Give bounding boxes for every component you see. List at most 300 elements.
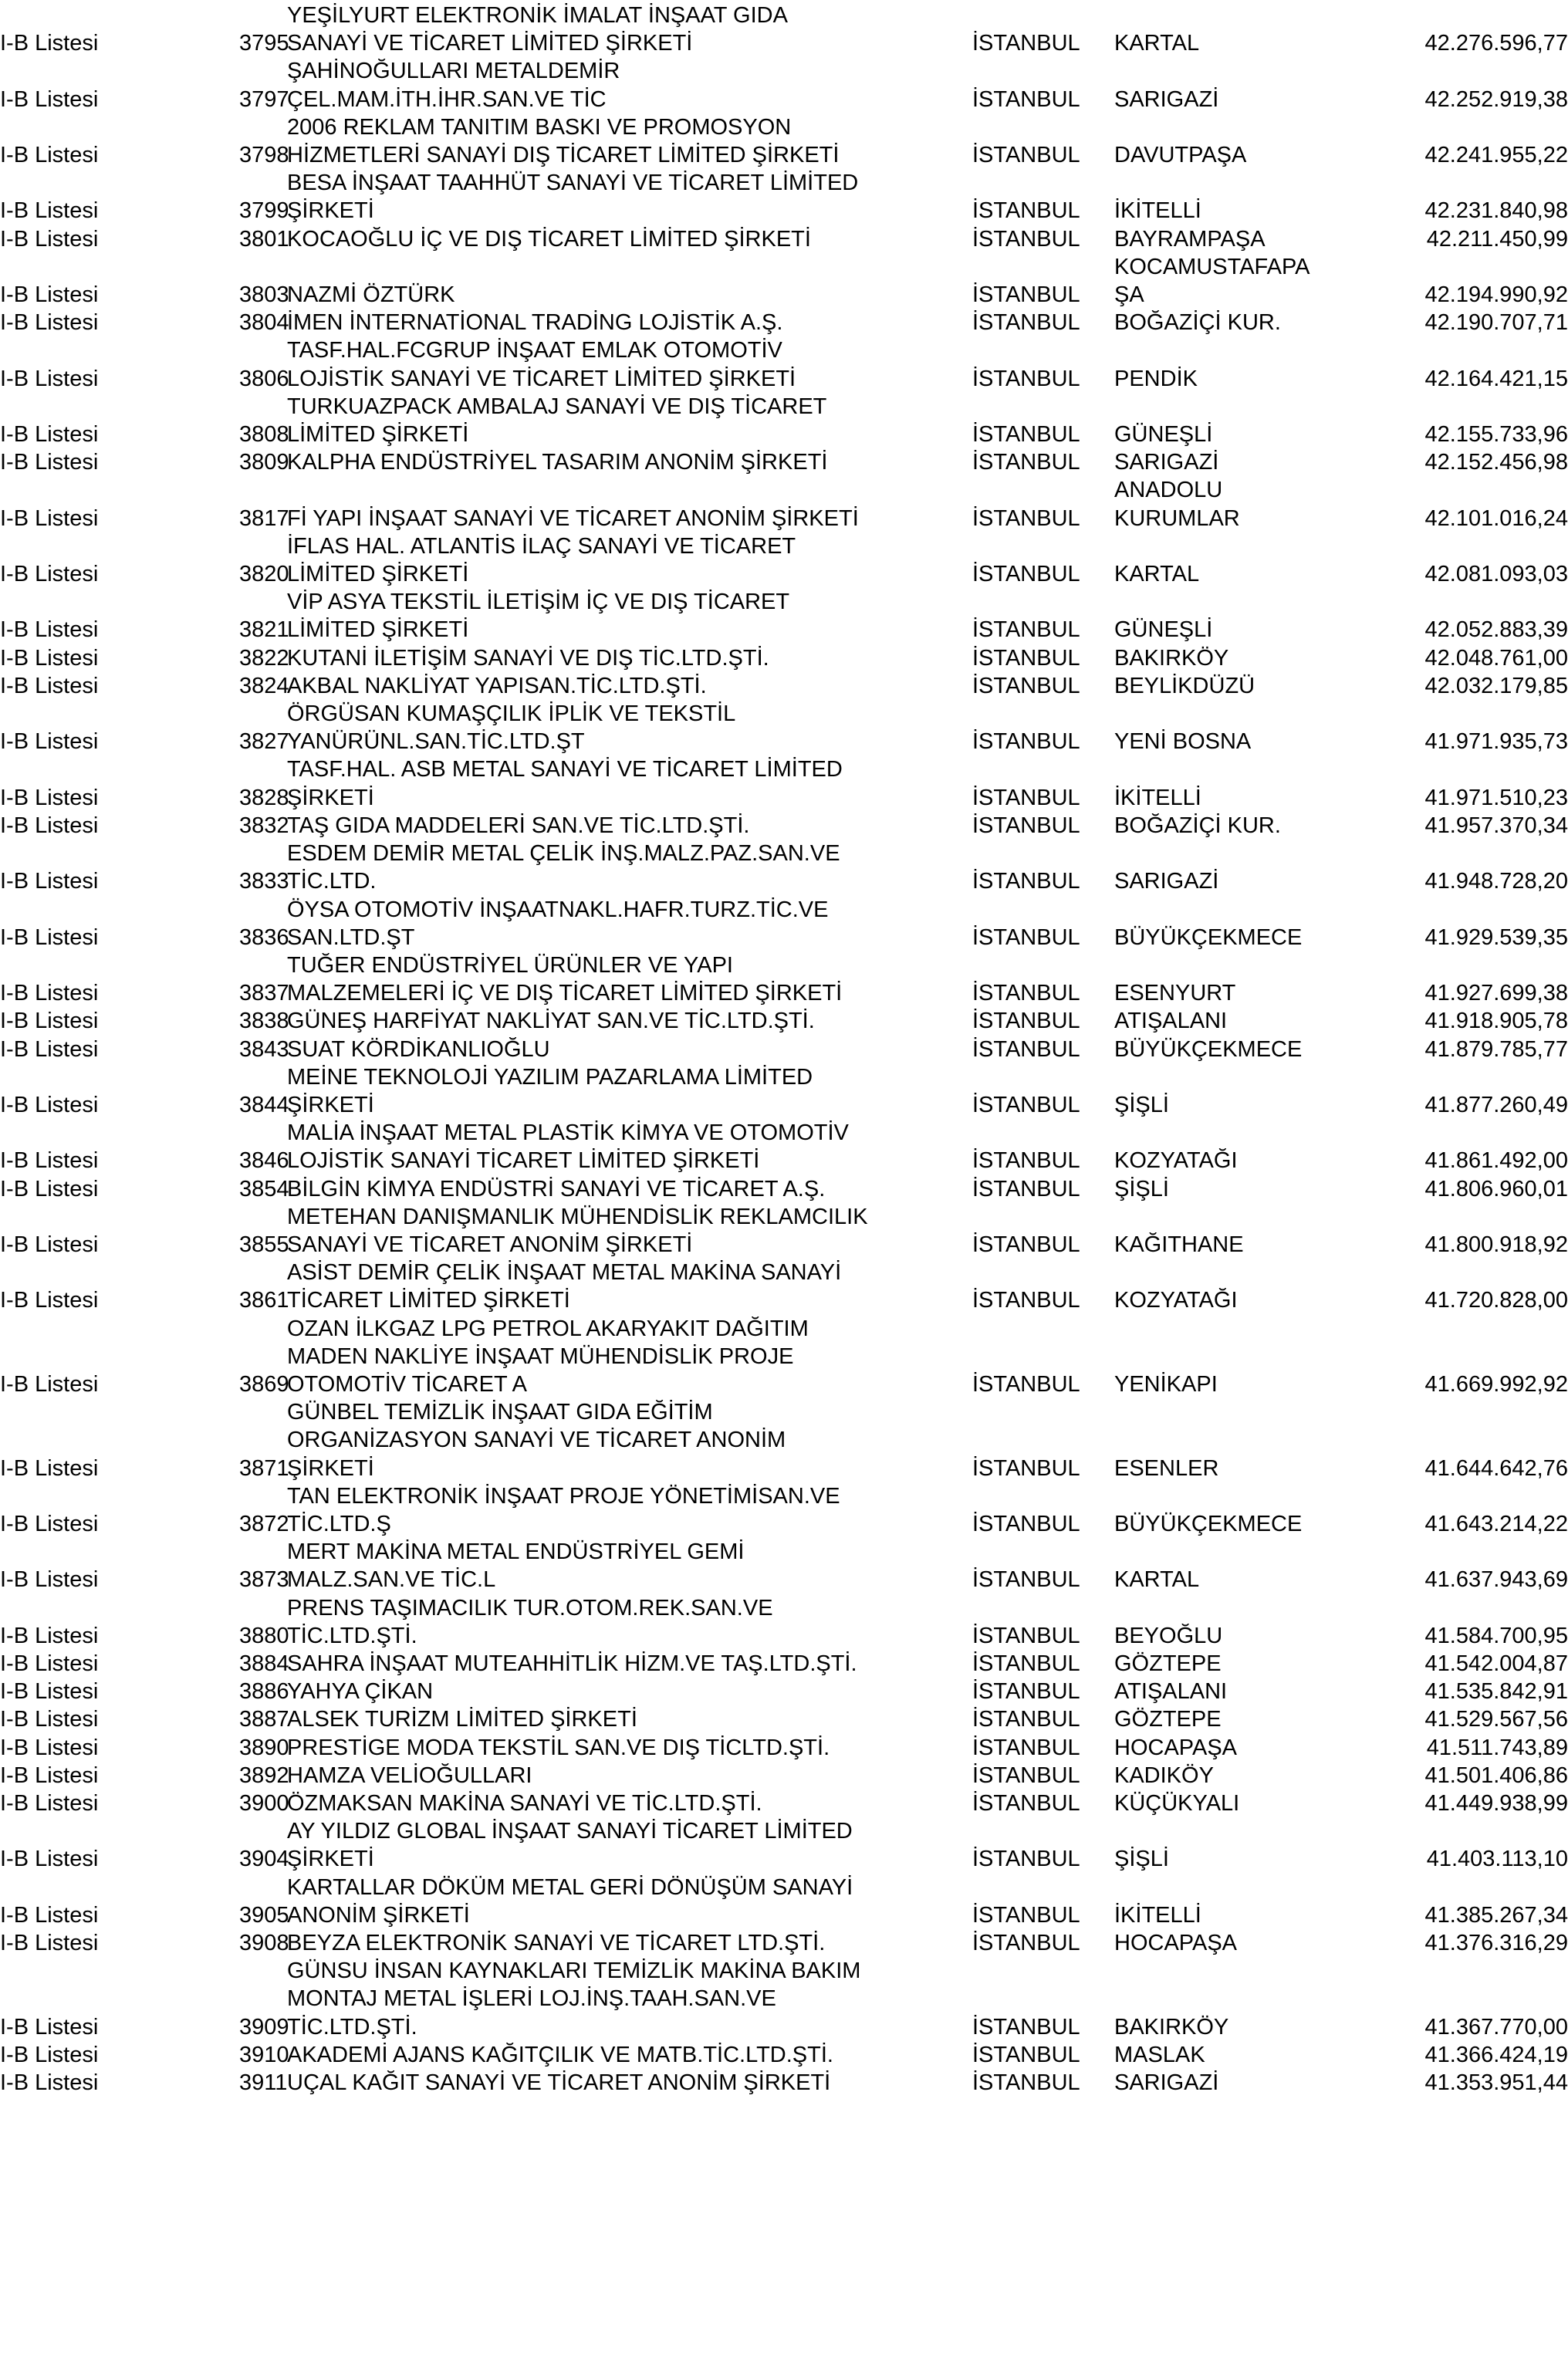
- amount-cell: 42.155.733,96: [1424, 422, 1568, 448]
- table-row: [0, 1538, 1568, 1594]
- company-name-cell: [287, 1538, 972, 1594]
- list-name-cell: I-B Listesi: [0, 31, 99, 56]
- city-cell: İSTANBUL: [972, 1232, 1080, 1257]
- company-name-cell: [287, 672, 972, 700]
- amount-cell: 41.927.699,38: [1424, 981, 1568, 1006]
- table-row: [0, 951, 1568, 1007]
- tax-office-cell: BEYLİKDÜZÜ: [1114, 673, 1255, 698]
- city-cell: İSTANBUL: [972, 505, 1080, 531]
- company-name-line: LOJİSTİK SANAYİ VE TİCARET LİMİTED ŞİRKETİ: [287, 366, 796, 391]
- list-name-cell: I-B Listesi: [0, 226, 99, 252]
- table-row: [0, 448, 1568, 476]
- sequence-number-cell: 3910: [239, 2042, 289, 2067]
- city-cell: İSTANBUL: [972, 1931, 1080, 1956]
- tax-office-cell: GÜNEŞLİ: [1114, 422, 1213, 448]
- amount-cell: 42.231.840,98: [1424, 198, 1568, 224]
- tax-office-cell: BAKIRKÖY: [1114, 2014, 1229, 2040]
- company-name-line: LİMİTED ŞİRKETİ: [287, 617, 469, 643]
- city-cell: İSTANBUL: [972, 1707, 1080, 1732]
- amount-cell: 41.720.828,00: [1424, 1288, 1568, 1313]
- company-name-line: BESA İNŞAAT TAAHHÜT SANAYİ VE TİCARET LİMİTED: [287, 171, 859, 196]
- sequence-number-cell: 3820: [239, 562, 289, 587]
- city-cell: İSTANBUL: [972, 2042, 1080, 2067]
- amount-cell: 41.637.943,69: [1424, 1567, 1568, 1593]
- list-name-cell: I-B Listesi: [0, 1623, 99, 1648]
- tax-debtors-table: [0, 2, 1568, 2097]
- list-name-cell: I-B Listesi: [0, 1036, 99, 1062]
- company-name-cell: [287, 755, 972, 811]
- company-name-line: HAMZA VELİOĞULLARI: [287, 1762, 532, 1788]
- table-row: [0, 476, 1568, 532]
- sequence-number-cell: 3887: [239, 1707, 289, 1732]
- table-row: [0, 840, 1568, 895]
- list-name-cell: I-B Listesi: [0, 2014, 99, 2040]
- city-cell: İSTANBUL: [972, 422, 1080, 448]
- company-name-line: YAHYA ÇİKAN: [287, 1679, 434, 1705]
- company-name-line: HİZMETLERİ SANAYİ DIŞ TİCARET LİMİTED ŞİRKETİ: [287, 143, 840, 168]
- company-name-line: ŞAHİNOĞULLARI METALDEMİR: [287, 59, 620, 84]
- tax-office-cell: ATIŞALANI: [1114, 1009, 1228, 1034]
- company-name-line: TUĞER ENDÜSTRİYEL ÜRÜNLER VE YAPI: [287, 952, 733, 978]
- city-cell: İSTANBUL: [972, 1455, 1080, 1481]
- list-name-cell: I-B Listesi: [0, 422, 99, 448]
- amount-cell: 41.861.492,00: [1424, 1148, 1568, 1174]
- table-row: [0, 309, 1568, 336]
- company-name-line: TURKUAZPACK AMBALAJ SANAYİ VE DIŞ TİCARET: [287, 394, 827, 419]
- company-name-line: MERT MAKİNA METAL ENDÜSTRİYEL GEMİ: [287, 1539, 745, 1565]
- table-row: [0, 1398, 1568, 1482]
- amount-cell: 42.081.093,03: [1424, 562, 1568, 587]
- tax-office-cell: BAYRAMPAŞA: [1114, 226, 1266, 252]
- company-name-line: TASF.HAL. ASB METAL SANAYİ VE TİCARET LİMİTED: [287, 757, 843, 782]
- sequence-number-cell: 3806: [239, 366, 289, 391]
- city-cell: İSTANBUL: [972, 1009, 1080, 1034]
- company-name-line: MEİNE TEKNOLOJİ YAZILIM PAZARLAMA LİMİTED: [287, 1064, 813, 1090]
- amount-cell: 42.252.919,38: [1424, 86, 1568, 112]
- tax-office-cell: BEYOĞLU: [1114, 1623, 1223, 1648]
- company-name-line: ANONİM ŞİRKETİ: [287, 1902, 470, 1928]
- city-cell: İSTANBUL: [972, 981, 1080, 1006]
- company-name-cell: [287, 336, 972, 392]
- tax-office-cell: SARIGAZİ: [1114, 2070, 1219, 2096]
- company-name-cell: [287, 700, 972, 755]
- company-name-cell: [287, 896, 972, 951]
- company-name-line: ŞİRKETİ: [287, 1092, 374, 1117]
- company-name-cell: [287, 225, 972, 253]
- tax-office-cell: SARIGAZİ: [1114, 869, 1219, 894]
- company-name-line: LİMİTED ŞİRKETİ: [287, 562, 469, 587]
- sequence-number-cell: 3873: [239, 1567, 289, 1593]
- tax-office-cell: ESENLER: [1114, 1455, 1219, 1481]
- amount-cell: 41.800.918,92: [1424, 1232, 1568, 1257]
- sequence-number-cell: 3821: [239, 617, 289, 643]
- table-row: [0, 1175, 1568, 1203]
- list-name-cell: I-B Listesi: [0, 198, 99, 224]
- table-row: [0, 1315, 1568, 1399]
- amount-cell: 41.529.567,56: [1424, 1707, 1568, 1732]
- sequence-number-cell: 3880: [239, 1623, 289, 1648]
- tax-office-line: KURUMLAR: [1114, 505, 1240, 531]
- sequence-number-cell: 3869: [239, 1371, 289, 1397]
- city-cell: İSTANBUL: [972, 226, 1080, 252]
- table-row: [0, 393, 1568, 448]
- company-name-cell: [287, 951, 972, 1007]
- sequence-number-cell: 3846: [239, 1148, 289, 1174]
- table-row: [0, 1705, 1568, 1733]
- sequence-number-cell: 3909: [239, 2014, 289, 2040]
- tax-office-cell: PENDİK: [1114, 366, 1198, 391]
- company-name-line: ESDEM DEMİR METAL ÇELİK İNŞ.MALZ.PAZ.SAN.VE: [287, 841, 840, 867]
- city-cell: İSTANBUL: [972, 1762, 1080, 1788]
- sequence-number-cell: 3798: [239, 143, 289, 168]
- table-row: [0, 1929, 1568, 1957]
- city-cell: İSTANBUL: [972, 1567, 1080, 1593]
- tax-office-cell: KOZYATAĞI: [1114, 1288, 1238, 1313]
- tax-office-cell: MASLAK: [1114, 2042, 1205, 2067]
- company-name-line: OTOMOTİV TİCARET A: [287, 1371, 527, 1397]
- company-name-cell: [287, 476, 972, 532]
- company-name-cell: [287, 532, 972, 588]
- company-name-cell: [287, 1762, 972, 1790]
- sequence-number-cell: 3824: [239, 673, 289, 698]
- sequence-number-cell: 3886: [239, 1679, 289, 1705]
- city-cell: İSTANBUL: [972, 1623, 1080, 1648]
- company-name-line: İMEN İNTERNATİONAL TRADİNG LOJİSTİK A.Ş.: [287, 310, 783, 336]
- amount-cell: 41.643.214,22: [1424, 1511, 1568, 1536]
- tax-office-cell: BOĞAZİÇİ KUR.: [1114, 813, 1281, 838]
- amount-cell: 42.032.179,85: [1424, 673, 1568, 698]
- table-row: [0, 2069, 1568, 2097]
- company-name-cell: [287, 1678, 972, 1705]
- table-row: [0, 169, 1568, 225]
- amount-cell: 41.669.992,92: [1424, 1371, 1568, 1397]
- tax-office-cell: KARTAL: [1114, 562, 1200, 587]
- table-row: [0, 588, 1568, 644]
- city-cell: İSTANBUL: [972, 1176, 1080, 1201]
- list-name-cell: I-B Listesi: [0, 1707, 99, 1732]
- sequence-number-cell: 3795: [239, 31, 289, 56]
- list-name-cell: I-B Listesi: [0, 2070, 99, 2096]
- tax-office-cell: YENİ BOSNA: [1114, 729, 1252, 755]
- sequence-number-cell: 3904: [239, 1847, 289, 1872]
- company-name-line: VİP ASYA TEKSTİL İLETİŞİM İÇ VE DIŞ TİCARET: [287, 590, 790, 615]
- list-name-cell: I-B Listesi: [0, 1232, 99, 1257]
- amount-cell: 42.048.761,00: [1424, 645, 1568, 671]
- amount-cell: 41.367.770,00: [1424, 2014, 1568, 2040]
- tax-office-cell: BAKIRKÖY: [1114, 645, 1229, 671]
- list-name-cell: I-B Listesi: [0, 1009, 99, 1034]
- company-name-cell: [287, 1259, 972, 1314]
- table-row: [0, 1594, 1568, 1650]
- company-name-line: KOCAOĞLU İÇ VE DIŞ TİCARET LİMİTED ŞİRKETİ: [287, 226, 811, 252]
- company-name-line: SANAYİ VE TİCARET ANONİM ŞİRKETİ: [287, 1232, 693, 1257]
- company-name-line: İFLAS HAL. ATLANTİS İLAÇ SANAYİ VE TİCARET: [287, 533, 796, 559]
- city-cell: İSTANBUL: [972, 86, 1080, 112]
- amount-cell: 42.241.955,22: [1424, 143, 1568, 168]
- sequence-number-cell: 3871: [239, 1455, 289, 1481]
- sequence-number-cell: 3804: [239, 310, 289, 336]
- table-row: [0, 672, 1568, 700]
- company-name-cell: [287, 1650, 972, 1678]
- table-row: [0, 1482, 1568, 1538]
- amount-cell: 41.403.113,10: [1426, 1847, 1568, 1872]
- company-name-line: ÖZMAKSAN MAKİNA SANAYİ VE TİC.LTD.ŞTİ.: [287, 1791, 762, 1816]
- company-name-line: TAN ELEKTRONİK İNŞAAT PROJE YÖNETİMİSAN.VE: [287, 1483, 840, 1509]
- tax-office-cell: KÜÇÜKYALI: [1114, 1791, 1240, 1816]
- list-name-cell: I-B Listesi: [0, 1791, 99, 1816]
- list-name-cell: I-B Listesi: [0, 617, 99, 643]
- amount-cell: 41.644.642,76: [1424, 1455, 1568, 1481]
- company-name-line: ŞİRKETİ: [287, 1455, 374, 1481]
- tax-office-cell: İKİTELLİ: [1114, 1902, 1201, 1928]
- city-cell: İSTANBUL: [972, 2014, 1080, 2040]
- city-cell: İSTANBUL: [972, 1679, 1080, 1705]
- list-name-cell: I-B Listesi: [0, 282, 99, 308]
- city-cell: İSTANBUL: [972, 282, 1080, 308]
- amount-cell: 41.929.539,35: [1424, 924, 1568, 950]
- list-name-cell: I-B Listesi: [0, 813, 99, 838]
- company-name-cell: [287, 1063, 972, 1119]
- table-body: [0, 2, 1568, 2097]
- company-name-line: GÜNSU İNSAN KAYNAKLARI TEMİZLİK MAKİNA BAKIM: [287, 1959, 861, 1984]
- company-name-line: TİC.LTD.ŞTİ.: [287, 1623, 417, 1648]
- tax-office-line: ANADOLU: [1114, 478, 1223, 503]
- table-row: [0, 253, 1568, 309]
- city-cell: İSTANBUL: [972, 869, 1080, 894]
- tax-office-cell: BÜYÜKÇEKMECE: [1114, 1511, 1303, 1536]
- city-cell: İSTANBUL: [972, 1288, 1080, 1313]
- sequence-number-cell: 3828: [239, 785, 289, 810]
- list-name-cell: I-B Listesi: [0, 924, 99, 950]
- table-row: [0, 57, 1568, 113]
- company-name-cell: [287, 393, 972, 448]
- sequence-number-cell: 3822: [239, 645, 289, 671]
- company-name-line: TAŞ GIDA MADDELERİ SAN.VE TİC.LTD.ŞTİ.: [287, 813, 750, 838]
- tax-office-cell: BÜYÜKÇEKMECE: [1114, 924, 1303, 950]
- company-name-line: ŞİRKETİ: [287, 1847, 374, 1872]
- list-name-cell: I-B Listesi: [0, 143, 99, 168]
- amount-cell: 41.385.267,34: [1424, 1902, 1568, 1928]
- company-name-line: ÖYSA OTOMOTİV İNŞAATNAKL.HAFR.TURZ.TİC.VE: [287, 897, 829, 922]
- city-cell: İSTANBUL: [972, 450, 1080, 475]
- city-cell: İSTANBUL: [972, 617, 1080, 643]
- company-name-cell: [287, 1790, 972, 1817]
- company-name-line: TİC.LTD.: [287, 869, 377, 894]
- tax-office-line: ŞA: [1114, 282, 1144, 308]
- table-row: [0, 700, 1568, 755]
- company-name-cell: [287, 253, 972, 309]
- table-row: [0, 1874, 1568, 1929]
- city-cell: İSTANBUL: [972, 1036, 1080, 1062]
- amount-cell: 41.971.935,73: [1424, 729, 1568, 755]
- company-name-cell: [287, 1315, 972, 1399]
- table-row: [0, 532, 1568, 588]
- table-row: [0, 644, 1568, 672]
- city-cell: İSTANBUL: [972, 310, 1080, 336]
- company-name-line: YEŞİLYURT ELEKTRONİK İMALAT İNŞAAT GIDA: [287, 3, 788, 28]
- city-cell: İSTANBUL: [972, 924, 1080, 950]
- city-cell: İSTANBUL: [972, 1791, 1080, 1816]
- company-name-line: TASF.HAL.FCGRUP İNŞAAT EMLAK OTOMOTİV: [287, 338, 782, 363]
- sequence-number-cell: 3911: [239, 2070, 288, 2096]
- sequence-number-cell: 3854: [239, 1176, 289, 1201]
- amount-cell: 41.584.700,95: [1424, 1623, 1568, 1648]
- tax-office-cell: BÜYÜKÇEKMECE: [1114, 1036, 1303, 1062]
- city-cell: İSTANBUL: [972, 143, 1080, 168]
- table-row: [0, 225, 1568, 253]
- company-name-line: YANÜRÜNL.SAN.TİC.LTD.ŞT: [287, 729, 585, 755]
- sequence-number-cell: 3809: [239, 450, 289, 475]
- company-name-line: AY YILDIZ GLOBAL İNŞAAT SANAYİ TİCARET LİMİTED: [287, 1819, 853, 1844]
- list-name-cell: I-B Listesi: [0, 1288, 99, 1313]
- sequence-number-cell: 3838: [239, 1009, 289, 1034]
- company-name-line: OZAN İLKGAZ LPG PETROL AKARYAKIT DAĞITIM: [287, 1316, 809, 1341]
- city-cell: İSTANBUL: [972, 673, 1080, 698]
- company-name-line: TİC.LTD.Ş: [287, 1511, 391, 1536]
- list-name-cell: I-B Listesi: [0, 1371, 99, 1397]
- list-name-cell: I-B Listesi: [0, 1455, 99, 1481]
- table-row: [0, 1650, 1568, 1678]
- tax-office-cell: İKİTELLİ: [1114, 198, 1201, 224]
- amount-cell: 41.449.938,99: [1424, 1791, 1568, 1816]
- list-name-cell: I-B Listesi: [0, 1567, 99, 1593]
- company-name-line: BEYZA ELEKTRONİK SANAYİ VE TİCARET LTD.ŞTİ.: [287, 1931, 826, 1956]
- amount-cell: 41.366.424,19: [1424, 2042, 1568, 2067]
- city-cell: İSTANBUL: [972, 813, 1080, 838]
- company-name-line: METEHAN DANIŞMANLIK MÜHENDİSLİK REKLAMCILIK: [287, 1204, 868, 1229]
- sequence-number-cell: 3844: [239, 1092, 289, 1117]
- tax-office-cell: KARTAL: [1114, 1567, 1200, 1593]
- table-row: [0, 1790, 1568, 1817]
- table-row: [0, 1036, 1568, 1063]
- city-cell: İSTANBUL: [972, 729, 1080, 755]
- list-name-cell: I-B Listesi: [0, 1931, 99, 1956]
- company-name-cell: [287, 1594, 972, 1650]
- amount-cell: 42.190.707,71: [1424, 310, 1568, 336]
- list-name-cell: I-B Listesi: [0, 505, 99, 531]
- table-row: [0, 1007, 1568, 1035]
- sequence-number-cell: 3817: [239, 505, 289, 531]
- company-name-line: SAN.LTD.ŞT: [287, 924, 415, 950]
- company-name-line: GÜNEŞ HARFİYAT NAKLİYAT SAN.VE TİC.LTD.ŞTİ.: [287, 1009, 815, 1034]
- company-name-cell: [287, 113, 972, 169]
- company-name-line: 2006 REKLAM TANITIM BASKI VE PROMOSYON: [287, 114, 792, 140]
- list-name-cell: I-B Listesi: [0, 366, 99, 391]
- table-row: [0, 1678, 1568, 1705]
- list-name-cell: I-B Listesi: [0, 1148, 99, 1174]
- company-name-cell: [287, 1482, 972, 1538]
- company-name-line: NAZMİ ÖZTÜRK: [287, 282, 455, 308]
- company-name-cell: [287, 1874, 972, 1929]
- company-name-cell: [287, 1705, 972, 1733]
- table-row: [0, 2041, 1568, 2069]
- tax-office-line: KOCAMUSTAFAPA: [1114, 254, 1310, 279]
- tax-office-cell: ESENYURT: [1114, 981, 1236, 1006]
- amount-cell: 41.806.960,01: [1424, 1176, 1568, 1201]
- company-name-cell: [287, 1007, 972, 1035]
- company-name-line: ALSEK TURİZM LİMİTED ŞİRKETİ: [287, 1707, 637, 1732]
- city-cell: İSTANBUL: [972, 1651, 1080, 1676]
- table-row: [0, 755, 1568, 811]
- sequence-number-cell: 3855: [239, 1232, 289, 1257]
- sequence-number-cell: 3799: [239, 198, 289, 224]
- sequence-number-cell: 3861: [239, 1288, 289, 1313]
- tax-office-cell: BOĞAZİÇİ KUR.: [1114, 310, 1281, 336]
- sequence-number-cell: 3900: [239, 1791, 289, 1816]
- list-name-cell: I-B Listesi: [0, 645, 99, 671]
- amount-cell: 41.948.728,20: [1424, 869, 1568, 894]
- sequence-number-cell: 3827: [239, 729, 289, 755]
- sequence-number-cell: 3808: [239, 422, 289, 448]
- sequence-number-cell: 3797: [239, 86, 289, 112]
- sequence-number-cell: 3832: [239, 813, 289, 838]
- company-name-line: ORGANİZASYON SANAYİ VE TİCARET ANONİM: [287, 1428, 786, 1453]
- amount-cell: 42.052.883,39: [1424, 617, 1568, 643]
- city-cell: İSTANBUL: [972, 1847, 1080, 1872]
- table-row: [0, 2, 1568, 57]
- company-name-cell: [287, 588, 972, 644]
- company-name-line: MALZ.SAN.VE TİC.L: [287, 1567, 496, 1593]
- company-name-line: MONTAJ METAL İŞLERİ LOJ.İNŞ.TAAH.SAN.VE: [287, 1986, 776, 2012]
- amount-cell: 41.877.260,49: [1424, 1092, 1568, 1117]
- sequence-number-cell: 3884: [239, 1651, 289, 1676]
- city-cell: İSTANBUL: [972, 1148, 1080, 1174]
- tax-office-cell: HOCAPAŞA: [1114, 1931, 1238, 1956]
- tax-office-cell: [1114, 476, 1389, 532]
- tax-office-cell: ATIŞALANI: [1114, 1679, 1228, 1705]
- company-name-cell: [287, 448, 972, 476]
- amount-cell: 42.164.421,15: [1424, 366, 1568, 391]
- amount-cell: 41.501.406,86: [1424, 1762, 1568, 1788]
- sequence-number-cell: 3890: [239, 1735, 289, 1760]
- company-name-cell: [287, 1817, 972, 1873]
- company-name-line: PRENS TAŞIMACILIK TUR.OTOM.REK.SAN.VE: [287, 1595, 773, 1621]
- company-name-line: Fİ YAPI İNŞAAT SANAYİ VE TİCARET ANONİM ŞİRKETİ: [287, 505, 859, 531]
- list-name-cell: I-B Listesi: [0, 1679, 99, 1705]
- table-row: [0, 1259, 1568, 1314]
- tax-office-cell: GÖZTEPE: [1114, 1651, 1222, 1676]
- company-name-line: SANAYİ VE TİCARET LİMİTED ŞİRKETİ: [287, 31, 693, 56]
- company-name-line: ŞİRKETİ: [287, 785, 374, 810]
- amount-cell: 41.879.785,77: [1424, 1036, 1568, 1062]
- tax-office-cell: ŞİŞLİ: [1114, 1176, 1169, 1201]
- company-name-cell: [287, 1929, 972, 1957]
- table-row: [0, 1119, 1568, 1174]
- company-name-cell: [287, 1734, 972, 1762]
- table-row: [0, 113, 1568, 169]
- list-name-cell: I-B Listesi: [0, 1762, 99, 1788]
- company-name-line: ÖRGÜSAN KUMAŞÇILIK İPLİK VE TEKSTİL: [287, 701, 736, 727]
- company-name-line: AKADEMİ AJANS KAĞITÇILIK VE MATB.TİC.LTD.ŞTİ.: [287, 2042, 833, 2067]
- city-cell: İSTANBUL: [972, 785, 1080, 810]
- tax-office-cell: HOCAPAŞA: [1114, 1735, 1238, 1760]
- table-row: [0, 336, 1568, 392]
- company-name-line: MALİA İNŞAAT METAL PLASTİK KİMYA VE OTOMOTİV: [287, 1120, 849, 1146]
- city-cell: İSTANBUL: [972, 1511, 1080, 1536]
- sequence-number-cell: 3833: [239, 869, 289, 894]
- company-name-cell: [287, 169, 972, 225]
- table-row: [0, 1817, 1568, 1873]
- tax-office-cell: İKİTELLİ: [1114, 785, 1201, 810]
- list-name-cell: I-B Listesi: [0, 1092, 99, 1117]
- company-name-line: ŞİRKETİ: [287, 198, 374, 224]
- sequence-number-cell: 3837: [239, 981, 289, 1006]
- company-name-cell: [287, 812, 972, 840]
- amount-cell: 41.957.370,34: [1424, 813, 1568, 838]
- company-name-line: UÇAL KAĞIT SANAYİ VE TİCARET ANONİM ŞİRKETİ: [287, 2070, 831, 2096]
- tax-office-cell: ŞİŞLİ: [1114, 1847, 1169, 1872]
- company-name-line: LOJİSTİK SANAYİ TİCARET LİMİTED ŞİRKETİ: [287, 1148, 760, 1174]
